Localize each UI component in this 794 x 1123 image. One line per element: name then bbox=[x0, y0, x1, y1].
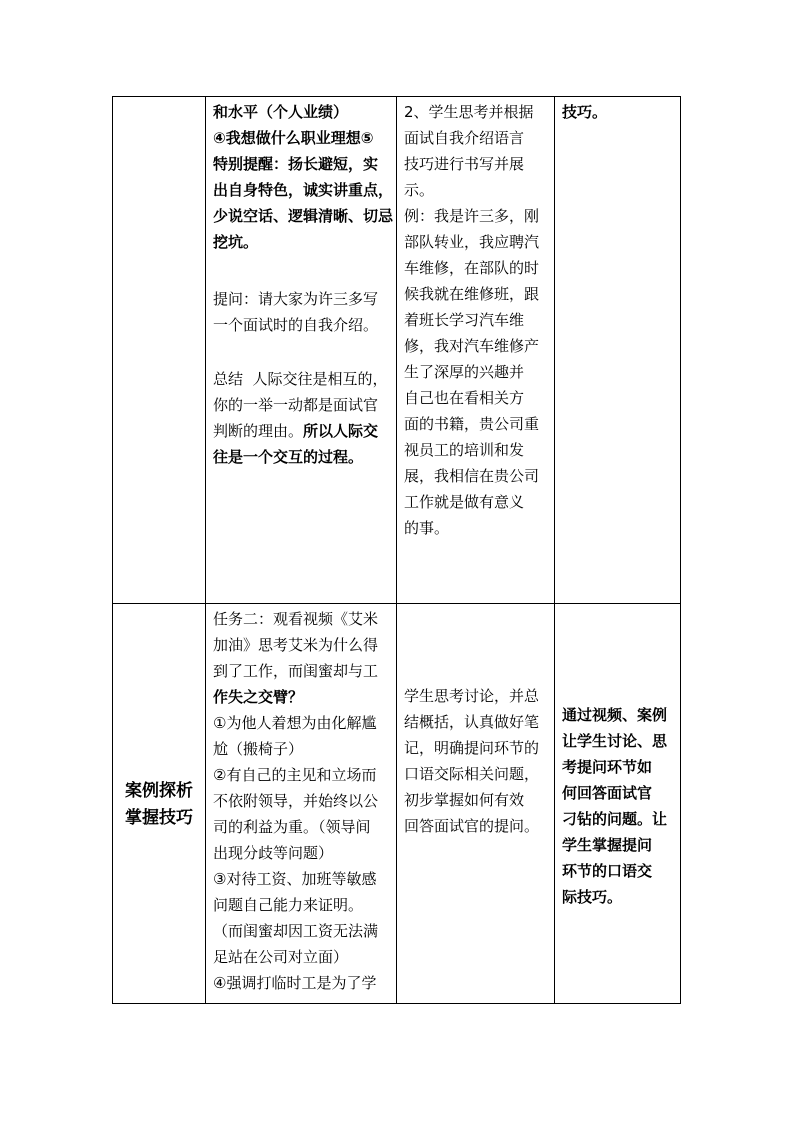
stage-label-line: 案例探析 bbox=[125, 781, 193, 801]
table-border-right bbox=[680, 96, 681, 1004]
content-line: ③对待工资、加班等敏感 bbox=[213, 870, 377, 888]
content-line: （而闺蜜却因工资无法满 bbox=[213, 922, 379, 940]
content-line: 不依附领导，并始终以公 bbox=[213, 792, 379, 810]
content-line: 一个面试时的自我介绍。 bbox=[213, 316, 379, 334]
content-line: 挖坑。 bbox=[213, 233, 259, 251]
content-line: 的事。 bbox=[404, 519, 450, 537]
content-line: 初步掌握如何有效 bbox=[404, 791, 525, 809]
content-line: 特别提醒：扬长避短，实 bbox=[213, 155, 379, 173]
content-line: 何回答面试官 bbox=[562, 784, 653, 802]
content-line: ④强调打临时工是为了学 bbox=[213, 974, 377, 992]
content-line: 出现分歧等问题） bbox=[213, 844, 334, 862]
content-line: 足站在公司对立面） bbox=[213, 948, 349, 966]
content-line: 环节的口语交 bbox=[562, 862, 653, 880]
content-line: 技巧。 bbox=[562, 103, 608, 121]
row1-student-activity-cell bbox=[404, 99, 554, 541]
content-line: 刁钻的问题。让 bbox=[562, 810, 668, 828]
content-line: 工作就是做有意义 bbox=[404, 493, 525, 511]
content-line: 往是一个交互的过程。 bbox=[213, 448, 364, 466]
content-line: 尬（搬椅子） bbox=[213, 740, 304, 758]
content-line: 总结 人际交往是相互的， bbox=[213, 370, 388, 388]
content-line: 结概括，认真做好笔 bbox=[404, 713, 540, 731]
summary-plain-text: 判断的理由。 bbox=[213, 422, 304, 440]
content-line: 视员工的培训和发 bbox=[404, 441, 525, 459]
column-divider-1 bbox=[205, 96, 206, 1004]
row2-stage-label-cell bbox=[113, 778, 205, 832]
content-line: 际技巧。 bbox=[562, 888, 623, 906]
content-line: 展，我相信在贵公司 bbox=[404, 467, 540, 485]
content-line: 部队转业，我应聘汽 bbox=[404, 233, 540, 251]
content-line: 2、学生思考并根据 bbox=[404, 103, 534, 121]
row1-teaching-content-cell bbox=[213, 99, 396, 255]
content-line: 问题自己能力来证明。 bbox=[213, 896, 364, 914]
content-line: 口语交际相关问题， bbox=[404, 765, 540, 783]
content-line: 候我就在维修班，跟 bbox=[404, 285, 540, 303]
content-line: 到了工作，而闺蜜却与工 bbox=[213, 662, 379, 680]
content-line: 例：我是许三多，刚 bbox=[404, 207, 540, 225]
content-line: 作失之交臂？ bbox=[213, 688, 304, 706]
row2-student-activity-cell bbox=[404, 683, 554, 839]
content-line: 让学生讨论、思 bbox=[562, 732, 668, 750]
content-line: ①为他人着想为由化解尴 bbox=[213, 714, 377, 732]
content-line: ④我想做什么职业理想⑤ bbox=[213, 129, 374, 147]
content-line bbox=[213, 418, 396, 444]
content-line: 记，明确提问环节的 bbox=[404, 739, 540, 757]
content-line: 技巧进行书写并展 bbox=[404, 155, 525, 173]
content-line: 示。 bbox=[404, 181, 435, 199]
content-line: 面的书籍，贵公司重 bbox=[404, 415, 540, 433]
row2-teaching-content-cell bbox=[213, 606, 396, 996]
content-line: 面试自我介绍语言 bbox=[404, 129, 525, 147]
content-line: 回答面试官的提问。 bbox=[404, 817, 540, 835]
column-divider-3 bbox=[554, 96, 555, 1004]
content-line: 考提问环节如 bbox=[562, 758, 653, 776]
content-line: 着班长学习汽车维 bbox=[404, 311, 525, 329]
table-border-left bbox=[112, 96, 113, 1004]
column-divider-2 bbox=[396, 96, 397, 1004]
content-line: 任务二：观看视频《艾米 bbox=[213, 610, 379, 628]
content-line: 修，我对汽车维修产 bbox=[404, 337, 540, 355]
row1-question-block bbox=[213, 286, 396, 338]
content-line: 生了深厚的兴趣并 bbox=[404, 363, 525, 381]
content-line: 提问：请大家为许三多写 bbox=[213, 290, 379, 308]
content-line: 和水平（个人业绩） bbox=[213, 103, 349, 121]
content-line: 加油》思考艾米为什么得 bbox=[213, 636, 379, 654]
stage-label-line: 掌握技巧 bbox=[125, 808, 193, 828]
content-line: ②有自己的主见和立场而 bbox=[213, 766, 377, 784]
content-line: 学生掌握提问 bbox=[562, 836, 653, 854]
row1-design-intent-cell bbox=[562, 99, 680, 125]
content-line: 自己也在看相关方 bbox=[404, 389, 525, 407]
content-line: 车维修，在部队的时 bbox=[404, 259, 540, 277]
summary-bold-text: 所以人际交 bbox=[303, 422, 379, 440]
content-line: 司的利益为重。（领导间 bbox=[213, 818, 371, 836]
content-line: 学生思考讨论，并总 bbox=[404, 687, 540, 705]
content-line: 你的一举一动都是面试官 bbox=[213, 396, 379, 414]
content-line: 通过视频、案例 bbox=[562, 706, 668, 724]
content-line: 少说空话、逻辑清晰、切忌 bbox=[213, 207, 394, 225]
row2-design-intent-cell bbox=[562, 702, 680, 910]
content-line: 出自身特色，诚实讲重点， bbox=[213, 181, 394, 199]
row1-summary-block bbox=[213, 366, 396, 470]
